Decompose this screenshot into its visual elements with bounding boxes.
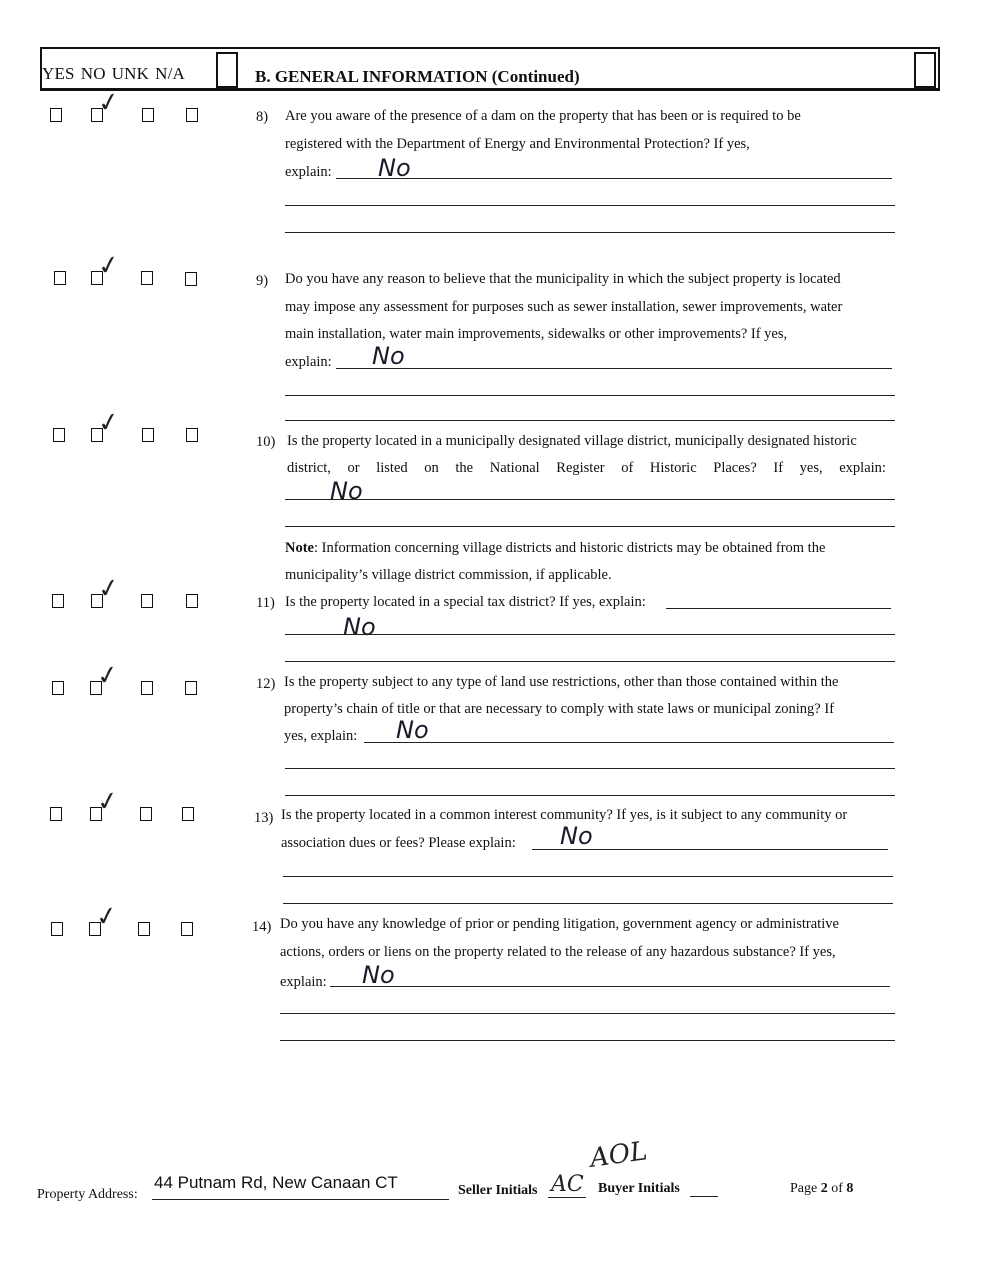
note-text: : Information concerning village districts and historic districts may be obtained from the: [314, 540, 826, 556]
handwritten-answer: No: [560, 822, 593, 850]
question-text-line: Is the property located in a common interest community? If yes, is it subject to any community or: [281, 807, 848, 823]
checkbox-unk[interactable]: [140, 807, 152, 821]
page-number: [790, 1181, 853, 1197]
property-address-value: 44 Putnam Rd, New Canaan CT: [154, 1173, 398, 1192]
question-text-line: explain:: [285, 164, 332, 180]
page-of: of: [827, 1181, 847, 1196]
answer-line[interactable]: [285, 232, 895, 233]
question-text-line: district, or listed on the National Register of Historic Places? If yes, explain:: [287, 460, 886, 476]
checkbox-yes[interactable]: [50, 108, 62, 122]
question-number: 9): [256, 273, 269, 289]
col-unk-label: UNK: [111, 64, 150, 83]
property-address-line[interactable]: [152, 1199, 449, 1200]
page-current: 2: [820, 1181, 828, 1196]
checkmark-icon: ✓: [95, 406, 123, 440]
seller-initials-line[interactable]: [548, 1197, 586, 1198]
question-text-line: main installation, water main improvements, sidewalks or other improvements? If yes,: [285, 326, 788, 342]
handwritten-answer: No: [372, 342, 405, 370]
checkbox-unk[interactable]: [141, 681, 153, 695]
section-title: B. GENERAL INFORMATION (Continued): [255, 67, 580, 86]
checkbox-na[interactable]: [186, 108, 198, 122]
checkbox-unk[interactable]: [142, 428, 154, 442]
handwritten-answer: No: [330, 477, 363, 505]
answer-line[interactable]: [283, 903, 893, 904]
header-divider-box-left: [216, 52, 238, 88]
col-na-label: N/A: [155, 64, 186, 83]
col-no-label: NO: [80, 64, 106, 83]
property-address-label: Property Address:: [37, 1187, 138, 1202]
question-text-line: yes, explain:: [284, 728, 358, 744]
checkbox-na[interactable]: [186, 428, 198, 442]
page-total: 8: [846, 1181, 854, 1196]
question-text-line: Do you have any knowledge of prior or pending litigation, government agency or administrative: [280, 916, 839, 932]
buyer-initials-label: Buyer Initials: [598, 1181, 680, 1196]
checkmark-icon: ✓: [95, 249, 123, 283]
answer-line[interactable]: [283, 876, 893, 877]
question-number: 13): [254, 810, 274, 826]
answer-line[interactable]: [330, 986, 890, 987]
answer-line[interactable]: [285, 795, 895, 796]
answer-line[interactable]: [285, 420, 895, 421]
note-label: Note: [285, 540, 314, 556]
answer-line[interactable]: [285, 205, 895, 206]
checkmark-icon: ✓: [93, 900, 121, 934]
checkbox-na[interactable]: [186, 594, 198, 608]
question-number: 14): [252, 919, 272, 935]
checkmark-icon: ✓: [94, 659, 122, 693]
seller-initials-label: Seller Initials: [458, 1183, 538, 1198]
question-text-line: Is the property located in a municipally designated village district, municipally designated historic: [287, 433, 857, 449]
answer-line[interactable]: [666, 608, 891, 609]
checkmark-icon: ✓: [94, 785, 122, 819]
handwritten-answer: No: [343, 613, 376, 641]
question-text-line: property’s chain of title or that are necessary to comply with state laws or municipal zoning? If: [284, 701, 835, 717]
question-text-line: association dues or fees? Please explain:: [281, 835, 516, 851]
seller-initials-signature: AC: [551, 1172, 584, 1197]
question-text-line: explain:: [280, 974, 327, 990]
checkbox-yes[interactable]: [54, 271, 66, 285]
buyer-initials-signature: AOL: [588, 1136, 650, 1174]
checkbox-unk[interactable]: [141, 594, 153, 608]
answer-line[interactable]: [285, 768, 895, 769]
answer-line[interactable]: [336, 368, 892, 369]
checkmark-icon: ✓: [95, 86, 123, 120]
checkmark-icon: ✓: [95, 572, 123, 606]
question-number: 10): [256, 434, 276, 450]
handwritten-answer: No: [362, 961, 395, 989]
answer-line[interactable]: [336, 178, 892, 179]
question-number: 11): [256, 595, 275, 611]
buyer-initials-line[interactable]: [690, 1196, 718, 1197]
header-divider-box-right: [914, 52, 936, 88]
question-number: 8): [256, 109, 269, 125]
handwritten-answer: No: [378, 154, 411, 182]
col-yes-label: YES: [42, 64, 75, 83]
question-text-line: Is the property located in a special tax district? If yes, explain:: [285, 594, 646, 610]
question-text-line: Are you aware of the presence of a dam on the property that has been or is required to be: [285, 108, 801, 124]
question-text-line: Is the property subject to any type of land use restrictions, other than those contained within the: [284, 674, 839, 690]
question-text-line: actions, orders or liens on the property related to the release of any hazardous substance? If yes,: [280, 944, 836, 960]
checkbox-yes[interactable]: [52, 594, 64, 608]
checkbox-yes[interactable]: [50, 807, 62, 821]
handwritten-answer: No: [396, 716, 429, 744]
answer-line[interactable]: [364, 742, 894, 743]
checkbox-unk[interactable]: [138, 922, 150, 936]
checkbox-yes[interactable]: [51, 922, 63, 936]
note-line: municipality’s village district commission, if applicable.: [285, 567, 612, 583]
checkbox-yes[interactable]: [52, 681, 64, 695]
answer-line[interactable]: [285, 634, 895, 635]
checkbox-unk[interactable]: [142, 108, 154, 122]
answer-line[interactable]: [280, 1013, 895, 1014]
question-text-line: explain:: [285, 354, 332, 370]
answer-line[interactable]: [285, 526, 895, 527]
checkbox-na[interactable]: [185, 681, 197, 695]
answer-line[interactable]: [285, 395, 895, 396]
question-text-line: registered with the Department of Energy and Environmental Protection? If yes,: [285, 136, 750, 152]
note-line: [285, 541, 825, 556]
checkbox-na[interactable]: [182, 807, 194, 821]
checkbox-na[interactable]: [181, 922, 193, 936]
checkbox-yes[interactable]: [53, 428, 65, 442]
question-text-line: Do you have any reason to believe that the municipality in which the subject property is located: [285, 271, 841, 287]
answer-line[interactable]: [285, 499, 895, 500]
answer-line[interactable]: [285, 661, 895, 662]
page-label: Page: [790, 1181, 821, 1196]
answer-column-headers: [42, 64, 191, 84]
checkbox-unk[interactable]: [141, 271, 153, 285]
question-number: 12): [256, 676, 276, 692]
answer-line[interactable]: [280, 1040, 895, 1041]
checkbox-na[interactable]: [185, 272, 197, 286]
question-text-line: may impose any assessment for purposes such as sewer installation, sewer improvements, water: [285, 299, 843, 315]
